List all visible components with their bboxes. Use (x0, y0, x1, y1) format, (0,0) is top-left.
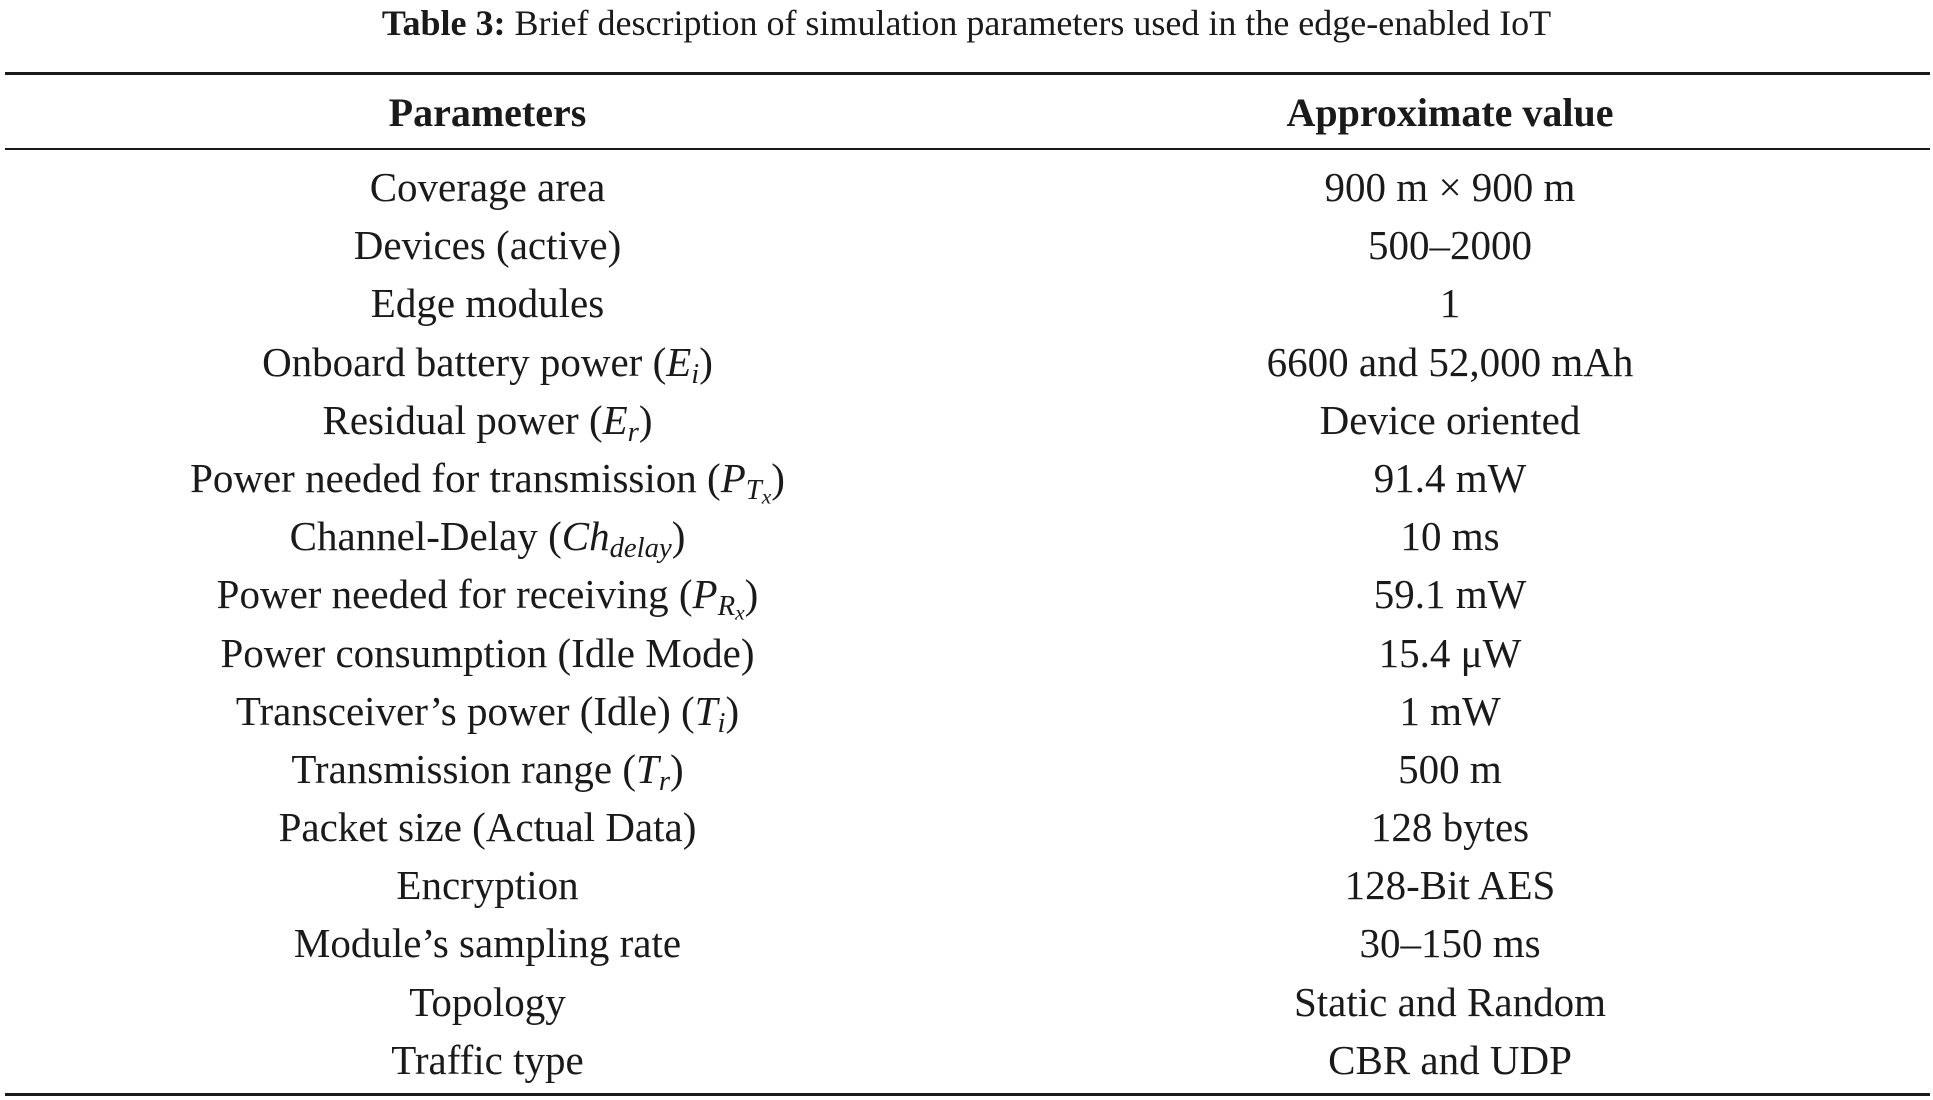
table-row (0, 740, 1933, 798)
top-rule (5, 72, 1930, 75)
value-cell: 15.4 μW (1378, 629, 1522, 676)
param-cell: Edge modules (370, 280, 605, 327)
math-subscript: i (717, 706, 726, 739)
param-cell: Devices (active) (353, 222, 622, 269)
table-header (0, 82, 1933, 144)
param-cell: Topology (409, 978, 566, 1025)
param-cell: Channel-Delay $(Ch_{delay})$ (289, 513, 686, 565)
table-row (0, 274, 1933, 332)
value-cell: CBR and UDP (1328, 1036, 1572, 1083)
param-cell: Residual power $(E_r)$ (322, 396, 653, 448)
table-row (0, 333, 1933, 391)
table-row (0, 624, 1933, 682)
value-cell: 6600 and 52,000 mAh (1266, 338, 1634, 385)
math-subscript: Rx (717, 590, 745, 625)
math-symbol: T (636, 745, 659, 792)
table-row (0, 216, 1933, 274)
header-approximate-value: Approximate value (1286, 90, 1614, 135)
caption-text: Brief description of simulation parameters used in the edge-enabled IoT (505, 3, 1552, 43)
table-row (0, 1031, 1933, 1089)
value-cell: 500 m (1398, 745, 1502, 792)
bottom-rule (5, 1093, 1930, 1096)
table-row (0, 682, 1933, 740)
param-cell: Module’s sampling rate (293, 920, 682, 967)
table-body (0, 158, 1933, 1089)
value-cell: 30–150 ms (1359, 920, 1541, 967)
math-subscript: r (627, 415, 639, 448)
param-cell: Power consumption (Idle Mode) (220, 629, 755, 676)
math-subscript: i (691, 357, 700, 390)
value-cell: Static and Random (1293, 978, 1606, 1025)
math-symbol: E (602, 396, 628, 443)
param-cell: Transmission range $(T_r)$ (291, 745, 684, 798)
header-parameters: Parameters (388, 90, 587, 135)
math-symbol: Ch (561, 513, 610, 560)
value-cell: 1 mW (1399, 687, 1501, 734)
value-cell: 91.4 mW (1373, 454, 1527, 501)
table-row (0, 391, 1933, 449)
math-sub-subscript: x (761, 484, 772, 509)
param-cell: Coverage area (369, 164, 606, 210)
table-row (0, 973, 1933, 1031)
param-cell: Onboard battery power $(E_i)$ (262, 338, 713, 390)
table-row (0, 798, 1933, 856)
value-cell: 900 m × 900 m (1324, 164, 1576, 210)
param-cell: Power needed for transmission $(P_{T_x})$ (190, 454, 785, 509)
table-row (0, 565, 1933, 623)
table-row (0, 507, 1933, 565)
table-row (0, 449, 1933, 507)
value-cell: 10 ms (1400, 513, 1500, 560)
param-cell: Transceiver’s power (Idle) $(T_i)$ (235, 687, 740, 739)
math-symbol: T (694, 687, 718, 734)
table-row (0, 158, 1933, 216)
value-cell: 128-Bit AES (1344, 862, 1556, 909)
math-subscript: Tx (745, 474, 772, 509)
header-rule (5, 148, 1930, 150)
param-cell: Packet size (Actual Data) (278, 804, 697, 851)
param-cell: Encryption (396, 862, 579, 909)
math-subscript: delay (609, 532, 672, 565)
value-cell: 128 bytes (1370, 804, 1530, 851)
table-caption (0, 0, 1933, 50)
math-symbol: P (692, 571, 718, 618)
math-subscript: r (658, 765, 671, 798)
value-cell: 500–2000 (1368, 222, 1532, 269)
math-sub-subscript: x (735, 600, 745, 625)
table-row (0, 856, 1933, 914)
value-cell: 59.1 mW (1373, 571, 1527, 618)
math-symbol: E (666, 338, 692, 385)
param-cell: Traffic type (391, 1036, 584, 1083)
value-cell: 1 (1439, 280, 1461, 327)
value-cell: Device oriented (1319, 396, 1581, 443)
caption-label: Table 3: (381, 3, 506, 43)
table-row (0, 914, 1933, 972)
math-symbol: P (720, 454, 746, 501)
param-cell: Power needed for receiving $(P_{R_x})$ (216, 571, 759, 625)
